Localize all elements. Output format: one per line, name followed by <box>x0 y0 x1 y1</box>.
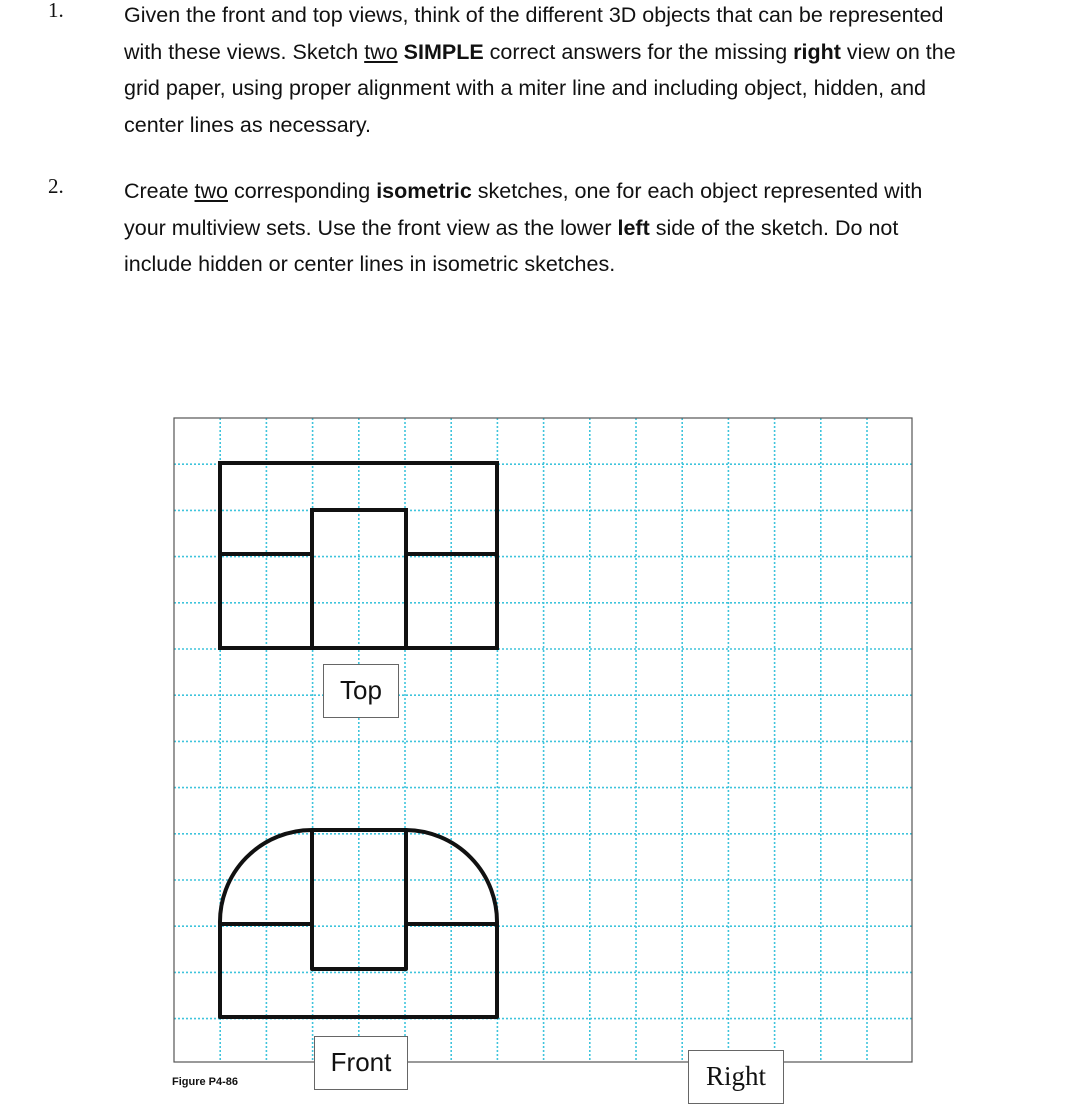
right-view-label: Right <box>688 1050 784 1104</box>
text-run: center lines as necessary. <box>124 112 371 137</box>
bold-text: left <box>617 215 650 240</box>
text-run: side of the sketch. Do not <box>649 215 899 240</box>
text-run: include hidden or center lines in isometric sketches. <box>124 252 616 276</box>
question-number: 1. <box>48 0 64 22</box>
bold-text: right <box>793 39 841 64</box>
text-run: sketches, one for each object represented with <box>471 179 923 203</box>
bold-text: isometric <box>376 179 472 203</box>
grid-paper <box>174 418 912 1062</box>
text-run: grid paper, using proper alignment with a miter line and including object, hidden, and <box>124 76 926 100</box>
underlined-text: two <box>194 179 228 203</box>
text-run: your multiview sets. Use the front view as the lower <box>124 215 618 240</box>
question-number: 2. <box>48 174 64 198</box>
text-run: view on the <box>840 39 956 64</box>
text-run: Given the front and top views, think of the different 3D objects that can be represented <box>124 3 944 27</box>
text-run: with these views. Sketch <box>124 39 365 64</box>
text-run: correct answers for the missing <box>483 39 794 64</box>
bold-text: SIMPLE <box>403 39 484 64</box>
front-view-label: Front <box>314 1036 408 1090</box>
text-run: Create <box>124 179 195 203</box>
text-run: corresponding <box>227 179 377 203</box>
top-view-label: Top <box>323 664 399 718</box>
figure-caption: Figure P4-86 <box>172 1076 239 1088</box>
underlined-text: two <box>364 39 398 64</box>
